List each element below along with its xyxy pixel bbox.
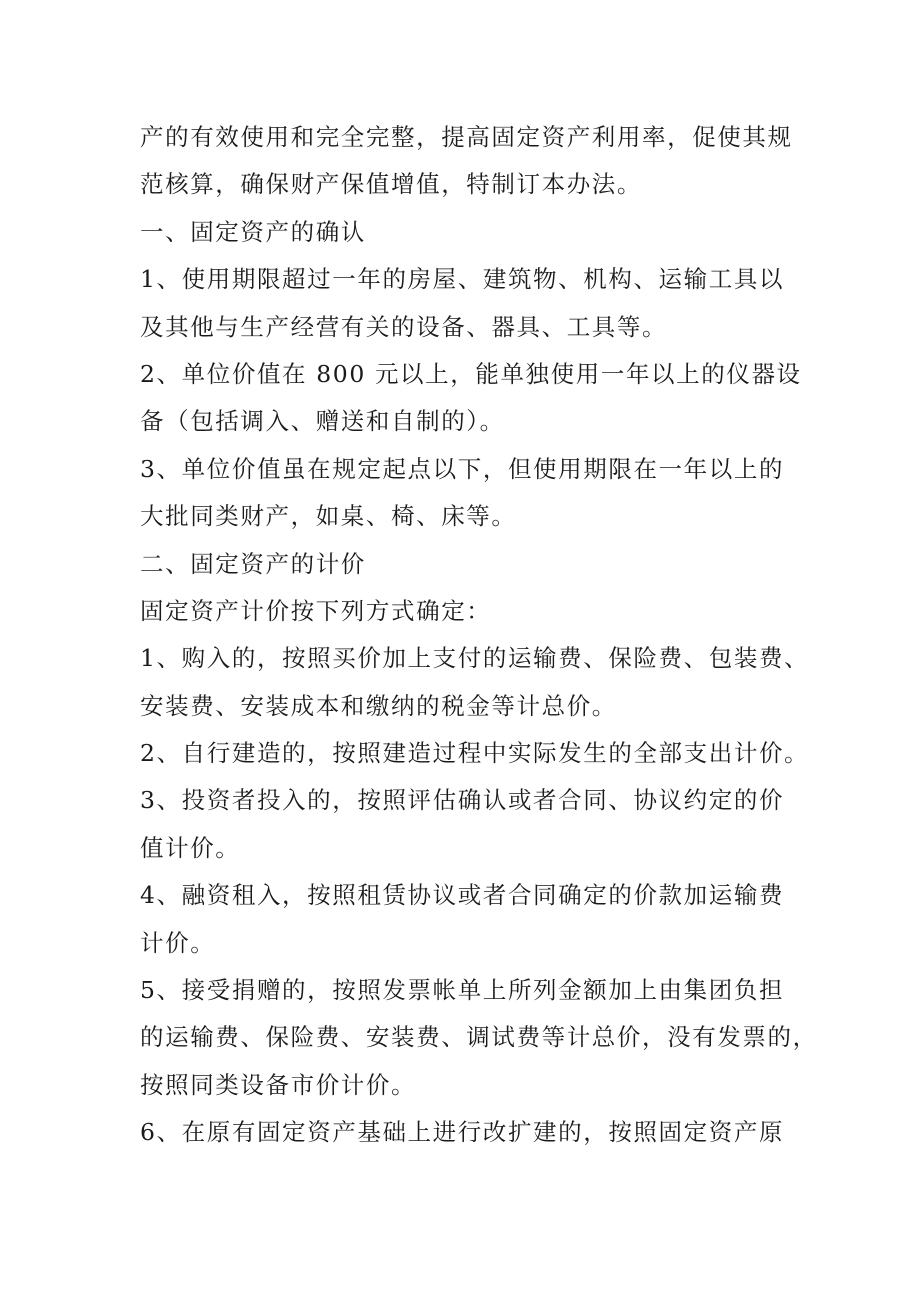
text-line: 安装费、安装成本和缴纳的税金等计总价。	[140, 691, 617, 720]
text-line: 值计价。	[140, 833, 241, 862]
text-line: 大批同类财产，如桌、椅、床等。	[140, 502, 517, 531]
text-line: 2、单位价值在 800 元以上，能单独使用一年以上的仪器设	[140, 359, 802, 388]
text-line: 产的有效使用和完全完整，提高固定资产利用率，促使其规	[140, 123, 793, 151]
text-line: 的运输费、保险费、安装费、调试费等计总价，没有发票的，	[140, 1023, 818, 1052]
text-line: 计价。	[140, 928, 216, 957]
text-line: 按照同类设备市价计价。	[140, 1070, 417, 1099]
text-line: 及其他与生产经营有关的设备、器具、工具等。	[140, 312, 668, 341]
text-line: 范核算，确保财产保值增值，特制订本办法。	[140, 170, 642, 199]
text-line: 备（包括调入、赠送和自制的）。	[140, 407, 505, 436]
text-line: 4、融资租入，按照租赁协议或者合同确定的价款加运输费	[140, 881, 785, 910]
section-heading: 一、固定资产的确认	[140, 217, 366, 246]
document-body	[140, 114, 820, 1157]
text-line: 固定资产计价按下列方式确定：	[140, 596, 492, 625]
text-line: 1、购入的，按照买价加上支付的运输费、保险费、包装费、	[140, 644, 810, 673]
text-line: 3、单位价值虽在规定起点以下，但使用期限在一年以上的	[140, 454, 785, 483]
text-line: 6、在原有固定资产基础上进行改扩建的，按照固定资产原	[140, 1118, 785, 1147]
text-line: 2、自行建造的，按照建造过程中实际发生的全部支出计价。	[140, 739, 810, 768]
text-line: 3、投资者投入的，按照评估确认或者合同、协议约定的价	[140, 786, 785, 815]
text-line: 5、接受捐赠的，按照发票帐单上所列金额加上由集团负担	[140, 976, 785, 1005]
text-line: 1、使用期限超过一年的房屋、建筑物、机构、运输工具以	[140, 265, 785, 294]
section-heading: 二、固定资产的计价	[140, 549, 366, 578]
